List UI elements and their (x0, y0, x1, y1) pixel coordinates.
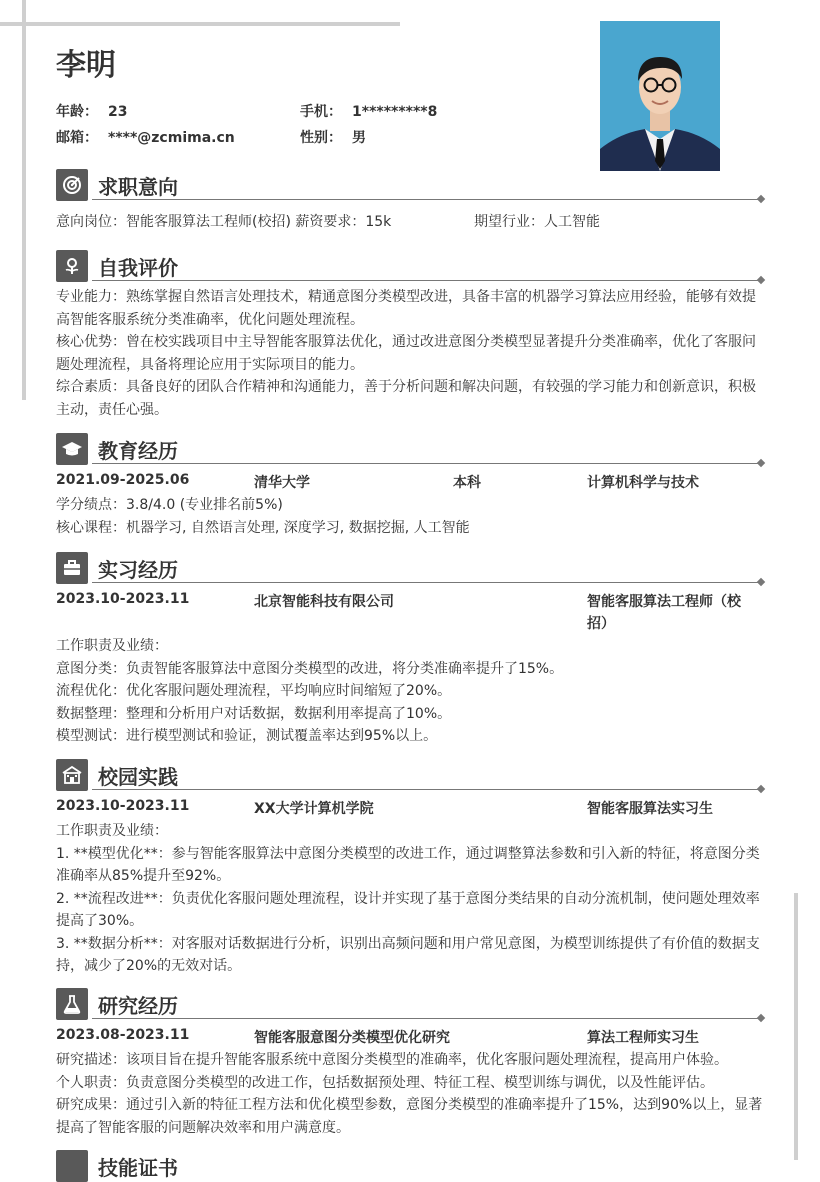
decorative-horizontal-line (0, 22, 400, 26)
certificate-icon (56, 1150, 88, 1182)
section-rule (92, 463, 760, 464)
avatar-photo (600, 21, 720, 171)
flower-icon (56, 250, 88, 282)
section-internship (56, 552, 764, 584)
section-rule (92, 582, 760, 583)
intent-industry: 期望行业：人工智能 (474, 214, 600, 230)
research-row (56, 1027, 764, 1049)
campus-organization: XX大学计算机学院 (254, 801, 374, 817)
section-job-intent (56, 169, 764, 201)
intent-position: 意向岗位：智能客服算法工程师(校招) 薪资要求：15k (56, 214, 392, 230)
section-title: 校园实践 (98, 765, 178, 789)
research-role: 算法工程师实习生 (587, 1030, 699, 1046)
briefcase-icon (56, 552, 88, 584)
phone-value: 1*********8 (352, 104, 438, 120)
education-details: 学分绩点：3.8/4.0 (专业排名前5%) 核心课程：机器学习, 自然语言处理, 深度学习, 数据挖掘, 人工智能 (56, 497, 470, 536)
education-school: 清华大学 (254, 475, 310, 491)
section-research (56, 988, 764, 1020)
education-degree: 本科 (453, 475, 481, 491)
rule-end-diamond (757, 1014, 765, 1022)
rule-end-diamond (757, 276, 765, 284)
section-rule (92, 789, 760, 790)
section-title: 实习经历 (98, 558, 178, 582)
email-info (56, 127, 235, 147)
gender-label: 性别： (300, 130, 342, 146)
section-rule (92, 1018, 760, 1019)
internship-row (56, 591, 764, 635)
internship-date: 2023.10-2023.11 (56, 591, 190, 607)
campus-role: 智能客服算法实习生 (587, 801, 713, 817)
self-evaluation-text: 专业能力：熟练掌握自然语言处理技术，精通意图分类模型改进，具备丰富的机器学习算法应用经验，能够有效提高智能客服系统分类准确率，优化问题处理流程。 核心优势：曾在校实践项目中主导智能客服算法优化，通过改进意图分类模型显著提升分类准确率，优化了客服问题处理流程，具备将理论应用于实际项目的能力。 综合素质：具备良好的团队合作精神和沟通能力，善于分析问题和解决问题，有较强的学习能力和创新意识，积极主动，责任心强。 (56, 289, 756, 418)
research-date: 2023.08-2023.11 (56, 1027, 190, 1043)
phone-label: 手机： (300, 104, 342, 120)
age-value: 23 (108, 104, 128, 120)
education-row (56, 472, 764, 494)
age-info (56, 101, 127, 121)
rule-end-diamond (757, 195, 765, 203)
section-campus-practice (56, 759, 764, 791)
email-label: 邮箱： (56, 130, 98, 146)
research-project: 智能客服意图分类模型优化研究 (254, 1030, 450, 1046)
phone-info (300, 101, 437, 121)
internship-role: 智能客服算法工程师（校招） (587, 594, 741, 632)
section-title: 自我评价 (98, 256, 178, 280)
school-building-icon (56, 759, 88, 791)
internship-details: 工作职责及业绩： 意图分类：负责智能客服算法中意图分类模型的改进，将分类准确率提升了15%。 流程优化：优化客服问题处理流程，平均响应时间缩短了20%。 数据整理：整理和分析用户对话数据，数据利用率提高了10%。 模型测试：进行模型测试和验证，测试覆盖率达到95%以上。 (56, 638, 564, 744)
section-title: 研究经历 (98, 994, 178, 1018)
section-title: 教育经历 (98, 439, 178, 463)
section-education (56, 433, 764, 465)
candidate-name: 李明 (56, 48, 116, 83)
education-date: 2021.09-2025.06 (56, 472, 190, 488)
rule-end-diamond (757, 459, 765, 467)
gender-value: 男 (352, 130, 366, 146)
rule-end-diamond (757, 578, 765, 586)
research-details: 研究描述：该项目旨在提升智能客服系统中意图分类模型的准确率，优化客服问题处理流程，提高用户体验。 个人职责：负责意图分类模型的改进工作，包括数据预处理、特征工程、模型训练与调优，以及性能评估。 研究成果：通过引入新的特征工程方法和优化模型参数，意图分类模型的准确率提升了15%，达到90%以上，显著提高了智能客服的问题解决效率和用户满意度。 (56, 1052, 763, 1136)
campus-row (56, 798, 764, 820)
campus-details: 工作职责及业绩： 1. **模型优化**：参与智能客服算法中意图分类模型的改进工作，通过调整算法参数和引入新的特征，将意图分类准确率从85%提升至92%。 2. **流程改进**：负责优化客服问题处理流程，设计并实现了基于意图分类结果的自动分流机制，使问题处理效率提高了30%。 3. **数据分析**：对客服对话数据进行分析，识别出高频问题和用户常见意图，为模型训练提供了有价值的数据支持，减少了20%的无效对话。 (56, 823, 760, 974)
section-rule (92, 199, 760, 200)
age-label: 年龄： (56, 104, 98, 120)
section-rule (92, 280, 760, 281)
education-major: 计算机科学与技术 (587, 475, 699, 491)
decorative-vertical-line-right (794, 893, 798, 1160)
graduation-cap-icon (56, 433, 88, 465)
target-icon (56, 169, 88, 201)
internship-company: 北京智能科技有限公司 (254, 594, 394, 610)
rule-end-diamond (757, 785, 765, 793)
section-title: 技能证书 (98, 1156, 178, 1180)
campus-date: 2023.10-2023.11 (56, 798, 190, 814)
section-title: 求职意向 (98, 175, 178, 199)
section-skills (56, 1150, 764, 1182)
gender-info (300, 127, 366, 147)
section-self-evaluation (56, 250, 764, 282)
email-value: ****@zcmima.cn (108, 130, 235, 146)
decorative-vertical-line (22, 0, 26, 400)
flask-icon (56, 988, 88, 1020)
